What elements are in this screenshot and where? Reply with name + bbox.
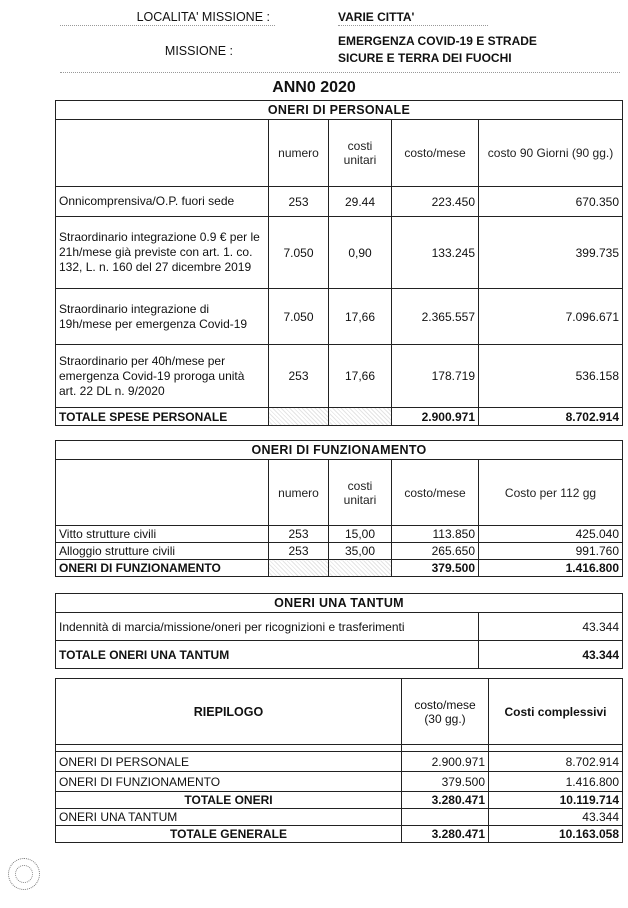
- shaded-cell: [329, 560, 392, 577]
- personale-header-costo-mese: costo/mese: [392, 120, 479, 187]
- personale-header-numero: numero: [269, 120, 329, 187]
- funzionamento-header-costo-mese: costo/mese: [392, 460, 479, 526]
- shaded-cell: [269, 408, 329, 426]
- riepilogo-row-label: ONERI DI PERSONALE: [56, 752, 402, 772]
- riepilogo-header-costi: Costi complessivi: [489, 679, 623, 745]
- table-row: [56, 543, 623, 560]
- tantum-table: [55, 593, 623, 669]
- missione-label: MISSIONE :: [164, 44, 233, 58]
- row-numero: 7.050: [269, 289, 329, 345]
- table-row: [56, 772, 623, 792]
- spacer-cell: [489, 745, 623, 752]
- personale-total-label: TOTALE SPESE PERSONALE: [56, 408, 269, 426]
- table-row: [56, 613, 623, 641]
- table-row: [56, 526, 623, 543]
- totale-oneri-mese: 3.280.471: [402, 792, 489, 809]
- row-description: Straordinario per 40h/mese per emergenza Covid-19 proroga unità art. 22 DL n. 9/2020: [56, 345, 269, 408]
- total-row: [56, 792, 623, 809]
- row-numero: 7.050: [269, 217, 329, 289]
- riepilogo-row-tot: 1.416.800: [489, 772, 623, 792]
- row-numero: 253: [269, 543, 329, 560]
- riepilogo-row-label: ONERI DI FUNZIONAMENTO: [56, 772, 402, 792]
- totale-oneri-label: TOTALE ONERI: [56, 792, 402, 809]
- row-mese: 178.719: [392, 345, 479, 408]
- funzionamento-table: [55, 440, 623, 577]
- seal-stamp-inner-icon: [15, 865, 33, 883]
- funzionamento-header-blank: [56, 460, 269, 526]
- row-description: Vitto strutture civili: [56, 526, 269, 543]
- row-numero: 253: [269, 345, 329, 408]
- tantum-total-label: [56, 641, 479, 669]
- row-total: 991.760: [479, 543, 623, 560]
- riepilogo-row-mese: 379.500: [402, 772, 489, 792]
- totale-oneri-tot: 10.119.714: [489, 792, 623, 809]
- row-description: Straordinario integrazione 0.9 € per le 21h/mese già previste con art. 1. co. 132, L. n. 160 del 27 dicembre 2019: [56, 217, 269, 289]
- table-row: [56, 289, 623, 345]
- total-row: [56, 641, 623, 669]
- row-numero: 253: [269, 526, 329, 543]
- missione-line1: EMERGENZA COVID-19 E STRADE: [338, 34, 537, 48]
- shaded-cell: [269, 560, 329, 577]
- table-row: [56, 752, 623, 772]
- row-mese: 133.245: [392, 217, 479, 289]
- personale-total-tot: 8.702.914: [479, 408, 623, 426]
- header-dotted-separator: [60, 72, 620, 73]
- riepilogo-header-mese: costo/mese (30 gg.): [402, 679, 489, 745]
- shaded-cell: [329, 408, 392, 426]
- row-total: 536.158: [479, 345, 623, 408]
- riepilogo-row-mese: 2.900.971: [402, 752, 489, 772]
- riepilogo-title: RIEPILOGO: [56, 679, 402, 745]
- spacer-cell: [402, 745, 489, 752]
- funzionamento-total-label: ONERI DI FUNZIONAMENTO: [56, 560, 269, 577]
- row-mese: 223.450: [392, 187, 479, 217]
- row-unit: 29.44: [329, 187, 392, 217]
- riepilogo-row-tot: 8.702.914: [489, 752, 623, 772]
- row-total: 399.735: [479, 217, 623, 289]
- localita-value: VARIE CITTA': [338, 10, 415, 24]
- row-description: Alloggio strutture civili: [56, 543, 269, 560]
- row-unit: 35,00: [329, 543, 392, 560]
- personale-total-mese: 2.900.971: [392, 408, 479, 426]
- row-unit: 0,90: [329, 217, 392, 289]
- row-numero: 253: [269, 187, 329, 217]
- total-row: [56, 560, 623, 577]
- row-total: 425.040: [479, 526, 623, 543]
- tantum-row-description: Indennità di marcia/missione/oneri per ricognizioni e trasferimenti: [56, 613, 479, 641]
- riepilogo-tantum-label: ONERI UNA TANTUM: [56, 809, 402, 826]
- total-row: [56, 408, 623, 426]
- tantum-total-value: 43.344: [479, 641, 623, 669]
- row-total: 7.096.671: [479, 289, 623, 345]
- row-description: Onnicomprensiva/O.P. fuori sede: [56, 187, 269, 217]
- riepilogo-tantum-mese: [402, 809, 489, 826]
- localita-value-line: [338, 25, 488, 26]
- funzionamento-header-numero: numero: [269, 460, 329, 526]
- row-unit: 15,00: [329, 526, 392, 543]
- funzionamento-header-costi-unitari: costi unitari: [329, 460, 392, 526]
- totale-generale-tot: 10.163.058: [489, 826, 623, 843]
- table-row: [56, 345, 623, 408]
- row-unit: 17,66: [329, 345, 392, 408]
- table-row: [56, 217, 623, 289]
- table-row: [56, 187, 623, 217]
- personale-header-blank: [56, 120, 269, 187]
- year-title: ANN0 2020: [272, 79, 356, 96]
- personale-table: [55, 100, 623, 426]
- personale-header-costi-unitari: costi unitari: [329, 120, 392, 187]
- funzionamento-total-tot: 1.416.800: [479, 560, 623, 577]
- tantum-title: ONERI UNA TANTUM: [56, 594, 623, 613]
- row-description: Straordinario integrazione di 19h/mese per emergenza Covid-19: [56, 289, 269, 345]
- row-mese: 113.850: [392, 526, 479, 543]
- row-mese: 265.650: [392, 543, 479, 560]
- personale-title: ONERI DI PERSONALE: [56, 101, 623, 120]
- missione-line2: SICURE E TERRA DEI FUOCHI: [338, 51, 512, 65]
- row-total: 670.350: [479, 187, 623, 217]
- localita-dotted-line: [60, 25, 275, 26]
- funzionamento-title: ONERI DI FUNZIONAMENTO: [56, 441, 623, 460]
- tantum-row-value: 43.344: [479, 613, 623, 641]
- localita-label: LOCALITA' MISSIONE :: [136, 10, 270, 24]
- totale-generale-mese: 3.280.471: [402, 826, 489, 843]
- spacer-cell: [56, 745, 402, 752]
- riepilogo-table: [55, 678, 623, 843]
- funzionamento-header-costo-112: Costo per 112 gg: [479, 460, 623, 526]
- row-mese: 2.365.557: [392, 289, 479, 345]
- funzionamento-total-mese: 379.500: [392, 560, 479, 577]
- personale-header-costo-90: costo 90 Giorni (90 gg.): [479, 120, 623, 187]
- totale-generale-label: TOTALE GENERALE: [56, 826, 402, 843]
- table-row: [56, 809, 623, 826]
- total-row: [56, 826, 623, 843]
- row-unit: 17,66: [329, 289, 392, 345]
- riepilogo-tantum-tot: 43.344: [489, 809, 623, 826]
- tantum-total-text: TOTALE ONERI UNA TANTUM: [59, 647, 230, 662]
